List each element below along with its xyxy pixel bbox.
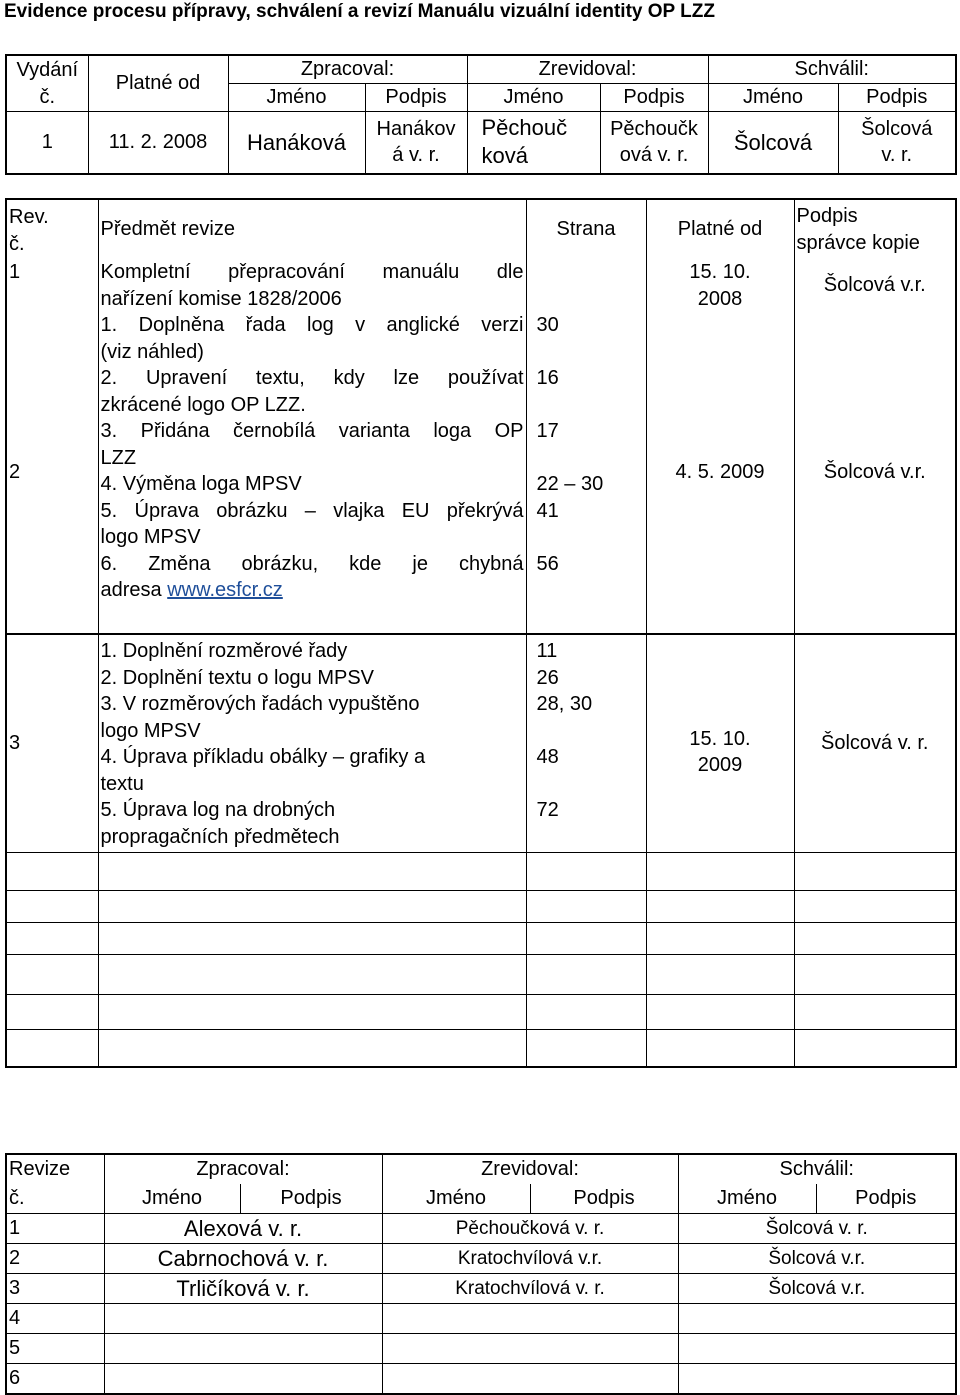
- empty-row: [6, 994, 956, 1029]
- page-number: 22 – 30: [536, 473, 604, 495]
- schvalil-signature: [678, 1364, 956, 1395]
- empty-row: [6, 852, 956, 890]
- rev-number: 3: [6, 634, 98, 852]
- rev-header: [6, 199, 98, 259]
- header-text: Podpis: [796, 205, 858, 227]
- subject-line: 4. Úprava příkladu obálky – grafiky a: [100, 746, 426, 768]
- subject-line: 3. V rozměrových řadách vypuštěno: [100, 693, 420, 715]
- table-row: [6, 1364, 956, 1395]
- esfcr-link[interactable]: www.esfcr.cz: [167, 579, 283, 601]
- subject-line: 1. Doplněna řada log v anglické verzi: [100, 314, 524, 336]
- rev-subject: [98, 634, 526, 852]
- zpracoval-name: Hanáková: [228, 112, 365, 174]
- edition-date: 11. 2. 2008: [88, 112, 228, 174]
- subject-line: Kompletní přepracování manuálu dle: [100, 261, 524, 283]
- schvalil-signature: [678, 1334, 956, 1364]
- revize-number: 4: [6, 1304, 104, 1334]
- schvalil-signature: Šolcová v.r.: [678, 1244, 956, 1274]
- col-platne-od-header: Platné od: [88, 55, 228, 112]
- signature-line: v. r.: [881, 144, 913, 167]
- schvalil-signature: [838, 112, 956, 174]
- page-number: 41: [536, 499, 559, 522]
- podpis-header: Podpis: [816, 1184, 956, 1214]
- date-line: 2009: [697, 754, 743, 777]
- subject-line: zkrácené logo OP LZZ.: [100, 393, 306, 416]
- subject-line: 6. Změna obrázku, kde je chybná: [100, 552, 524, 575]
- subject-line: 2. Doplnění textu o logu MPSV: [100, 666, 374, 689]
- rev-date: 4. 5. 2009: [646, 312, 794, 634]
- subject-line: logo MPSV: [100, 526, 201, 548]
- jmeno-header: Jméno: [467, 84, 600, 112]
- signature-line: ová v. r.: [619, 144, 689, 167]
- subject-line: nařízení komise 1828/2006: [100, 287, 342, 310]
- revize-number: 2: [6, 1244, 104, 1274]
- empty-row: [6, 890, 956, 922]
- name-line: ková: [481, 143, 528, 169]
- revision-table: [5, 198, 957, 1068]
- subject-line: 5. Úprava obrázku – vlajka EU překrývá: [100, 499, 524, 522]
- jmeno-header: Jméno: [228, 84, 365, 112]
- schvalil-signature: Šolcová v.r.: [678, 1274, 956, 1304]
- table-row: [6, 1274, 956, 1304]
- revize-number: 3: [6, 1274, 104, 1304]
- podpis-header: Podpis: [838, 84, 956, 112]
- header-text: č.: [9, 232, 25, 255]
- signature-line: Pěchoučk: [610, 118, 698, 141]
- rev-sign: Šolcová v.r.: [794, 259, 956, 312]
- revize-number: 6: [6, 1364, 104, 1395]
- table-row: [6, 1244, 956, 1274]
- subject-line: LZZ: [100, 446, 137, 469]
- rev-number: 2: [6, 312, 98, 634]
- podpis-header: Podpis: [530, 1184, 678, 1214]
- revize-header: č.: [6, 1184, 104, 1214]
- subject-line: 3. Přidána černobílá varianta loga OP: [100, 420, 524, 442]
- page-number: 26: [536, 666, 559, 689]
- revize-header: Revize: [6, 1154, 104, 1184]
- schvalil-signature: [678, 1304, 956, 1334]
- rev-pages: [526, 634, 646, 852]
- subject-text: adresa: [100, 579, 168, 601]
- zrevidoval-name: [467, 112, 600, 174]
- zpracoval-signature: [104, 1304, 382, 1334]
- schvalil-header: Schválil:: [678, 1154, 956, 1184]
- col-vydani-header: [6, 55, 88, 112]
- page-number: 30: [536, 314, 559, 336]
- edition-number: 1: [6, 112, 88, 174]
- subject-line: propragačních předmětech: [100, 825, 340, 848]
- jmeno-header: Jméno: [678, 1184, 816, 1214]
- page-number: 16: [536, 367, 559, 389]
- signature-line: á v. r.: [392, 144, 440, 167]
- signature-line: Hanákov: [376, 118, 456, 141]
- zpracoval-signature: [104, 1364, 382, 1395]
- date-line: 15. 10.: [689, 727, 751, 750]
- edition-approval-table: [5, 54, 957, 175]
- zrevidoval-signature: [382, 1364, 678, 1395]
- empty-row: [6, 1029, 956, 1067]
- subject-line: [101, 577, 524, 604]
- jmeno-header: Jméno: [708, 84, 838, 112]
- empty-row: [6, 922, 956, 954]
- table-row: [6, 1214, 956, 1244]
- rev-date: [646, 259, 794, 312]
- header-text: správce kopie: [796, 231, 920, 254]
- page-number: 48: [536, 746, 559, 768]
- date-line: 15. 10.: [689, 261, 751, 283]
- zpracoval-signature: Alexová v. r.: [104, 1214, 382, 1244]
- jmeno-header: Jméno: [104, 1184, 240, 1214]
- zrevidoval-header: Zrevidoval:: [467, 55, 708, 84]
- date-line: 2008: [697, 287, 743, 310]
- page-number: 11: [536, 640, 558, 662]
- schvalil-name: Šolcová: [708, 112, 838, 174]
- subject-line: logo MPSV: [100, 719, 201, 742]
- zpracoval-signature: [365, 112, 467, 174]
- rev-sign: Šolcová v. r.: [794, 634, 956, 852]
- zpracoval-header: Zpracoval:: [104, 1154, 382, 1184]
- zrevidoval-signature: Pěchoučková v. r.: [382, 1214, 678, 1244]
- name-line: Pěchouč: [481, 115, 568, 141]
- zpracoval-signature: Trličíková v. r.: [104, 1274, 382, 1304]
- revize-number: 5: [6, 1334, 104, 1364]
- subject-line: 4. Výměna loga MPSV: [100, 473, 302, 495]
- schvalil-header: Schválil:: [708, 55, 956, 84]
- page-number: 17: [536, 420, 559, 442]
- page-number: 28, 30: [536, 693, 593, 715]
- zrevidoval-signature: [382, 1304, 678, 1334]
- zrevidoval-signature: [600, 112, 708, 174]
- zpracoval-signature: [104, 1334, 382, 1364]
- header-text: Rev.: [9, 206, 49, 228]
- rev-date: [646, 634, 794, 852]
- header-text: Vydání: [16, 58, 79, 81]
- subject-line: 1. Doplnění rozměrové řady: [100, 640, 348, 662]
- rev-pages: [526, 312, 646, 634]
- signature-line: Šolcová: [861, 118, 933, 141]
- zpracoval-signature: Cabrnochová v. r.: [104, 1244, 382, 1274]
- page-number: 56: [536, 552, 559, 575]
- rev-page: [526, 259, 646, 312]
- document-title: Evidence procesu přípravy, schválení a revizí Manuálu vizuální identity OP LZZ: [4, 1, 715, 22]
- zrevidoval-signature: Kratochvílová v. r.: [382, 1274, 678, 1304]
- table-row: [6, 1334, 956, 1364]
- table-row: [6, 1304, 956, 1334]
- empty-row: [6, 954, 956, 994]
- revize-number: 1: [6, 1214, 104, 1244]
- header-text: č.: [39, 85, 56, 108]
- page-number: 72: [536, 799, 559, 821]
- subject-line: textu: [100, 772, 144, 795]
- rev-number: 1: [6, 259, 98, 312]
- strana-header: Strana: [526, 199, 646, 259]
- jmeno-header: Jméno: [382, 1184, 530, 1214]
- podpis-header: Podpis: [600, 84, 708, 112]
- predmet-header: Předmět revize: [98, 199, 526, 259]
- zrevidoval-signature: Kratochvílová v.r.: [382, 1244, 678, 1274]
- subject-line: (viz náhled): [100, 340, 204, 363]
- zrevidoval-signature: [382, 1334, 678, 1364]
- revision-approval-table: [5, 1153, 957, 1395]
- podpis-header: Podpis: [365, 84, 467, 112]
- rev-sign: Šolcová v.r.: [794, 312, 956, 634]
- schvalil-signature: Šolcová v. r.: [678, 1214, 956, 1244]
- podpis-header: [794, 199, 956, 259]
- subject-line: 5. Úprava log na drobných: [100, 799, 336, 821]
- zpracoval-header: Zpracoval:: [228, 55, 467, 84]
- subject-line: 2. Upravení textu, kdy lze používat: [100, 367, 524, 389]
- podpis-header: Podpis: [240, 1184, 382, 1214]
- zrevidoval-header: Zrevidoval:: [382, 1154, 678, 1184]
- platne-od-header: Platné od: [646, 199, 794, 259]
- rev-subject: [98, 312, 526, 634]
- rev-subject: [98, 259, 526, 312]
